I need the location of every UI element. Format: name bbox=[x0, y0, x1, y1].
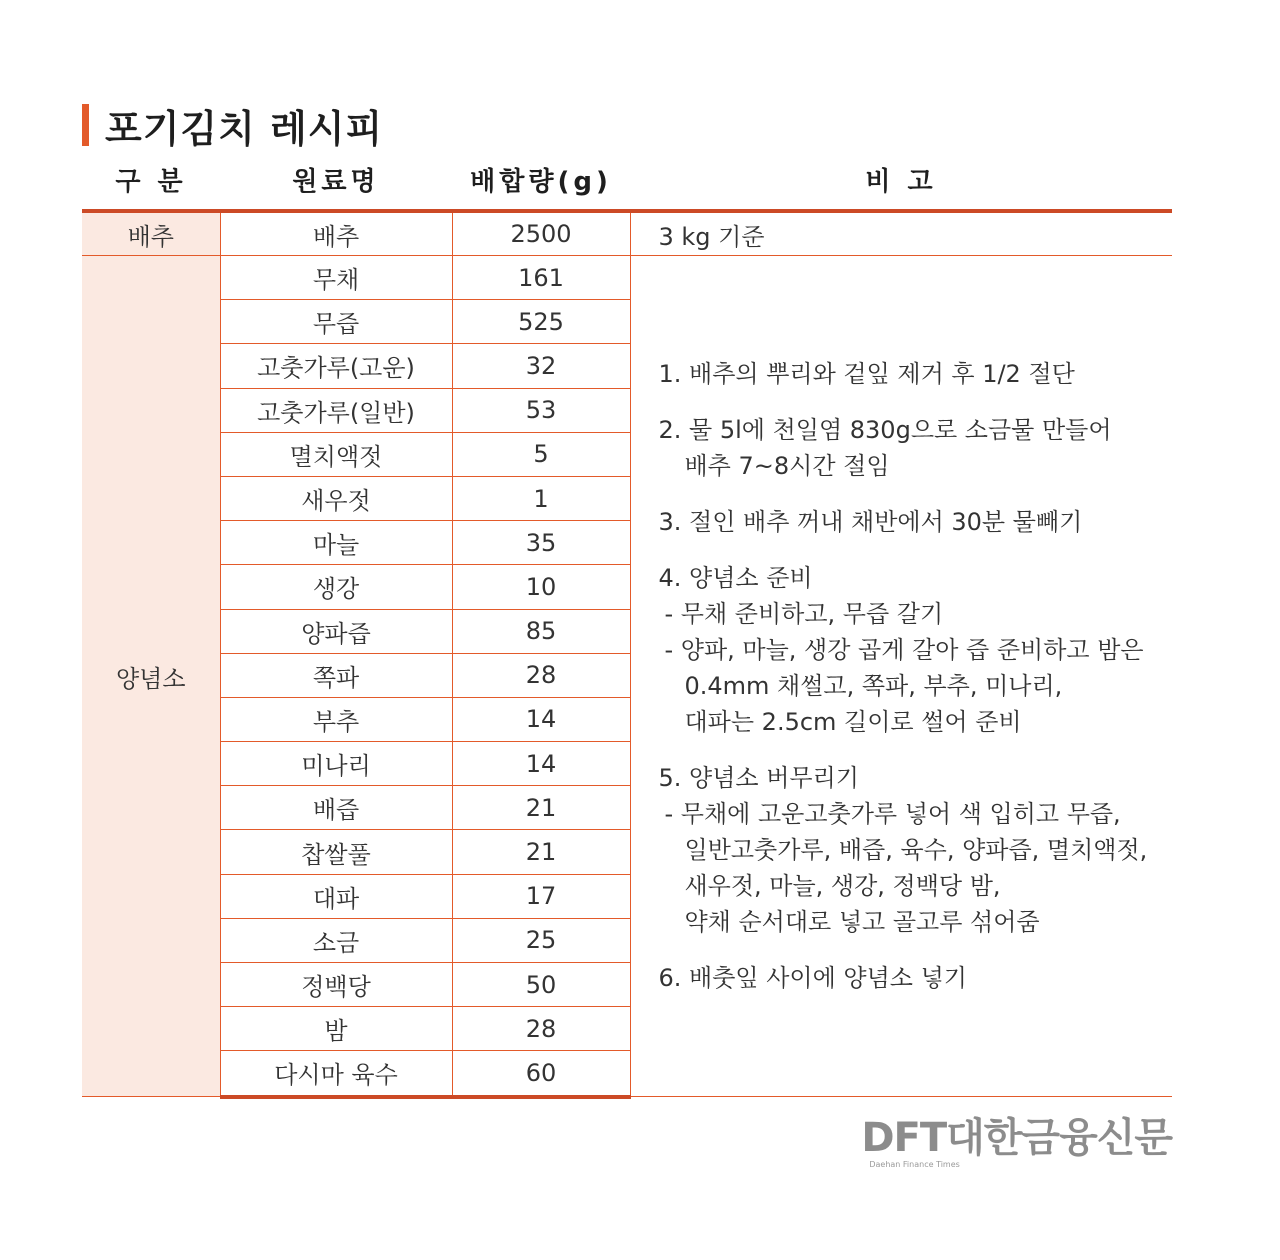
ingredient-cell: 고춧가루(고운) bbox=[220, 344, 452, 388]
logo-subtext: Daehan Finance Times bbox=[869, 1160, 960, 1169]
ingredient-cell: 쪽파 bbox=[220, 653, 452, 697]
instruction-line: 6. 배춧잎 사이에 양념소 넣기 bbox=[658, 964, 967, 993]
instruction-line: 4. 양념소 준비 bbox=[658, 564, 813, 593]
amount-cell: 14 bbox=[452, 742, 630, 786]
ingredient-cell: 생강 bbox=[220, 565, 452, 609]
instructions-cell bbox=[630, 256, 1172, 1097]
instruction-line: 2. 물 5l에 천일염 830g으로 소금물 만들어 bbox=[658, 416, 1112, 445]
header-ingredient: 원료명 bbox=[292, 167, 380, 197]
title-block bbox=[82, 102, 384, 151]
amount-cell: 5 bbox=[452, 432, 630, 476]
page-title: 포기김치 레시피 bbox=[105, 106, 384, 151]
ingredient-cell: 소금 bbox=[220, 918, 452, 962]
amount-cell: 525 bbox=[452, 300, 630, 344]
ingredient-cell: 대파 bbox=[220, 874, 452, 918]
logo-text: DFT대한금융신문 bbox=[861, 1115, 1172, 1161]
amount-cell: 85 bbox=[452, 609, 630, 653]
instruction-line: - 무채 준비하고, 무즙 갈기 bbox=[664, 600, 944, 629]
amount-cell: 161 bbox=[452, 256, 630, 300]
instruction-step bbox=[659, 412, 1173, 484]
ingredient-cell: 정백당 bbox=[220, 963, 452, 1007]
table-row bbox=[82, 256, 1172, 300]
instruction-line: 새우젓, 마늘, 생강, 정백당 밤, bbox=[684, 872, 1001, 901]
publisher-logo bbox=[861, 1116, 1172, 1169]
header-amount: 배합량(g) bbox=[470, 167, 612, 197]
amount-cell: 10 bbox=[452, 565, 630, 609]
amount-cell: 32 bbox=[452, 344, 630, 388]
instruction-line: 5. 양념소 버무리기 bbox=[658, 764, 859, 793]
table-header-row bbox=[82, 160, 1172, 204]
ingredient-cell: 미나리 bbox=[220, 742, 452, 786]
amount-cell: 50 bbox=[452, 963, 630, 1007]
instruction-step bbox=[659, 560, 1173, 740]
note-cell: 3 kg 기준 bbox=[630, 211, 1172, 256]
instruction-line: 3. 절인 배추 꺼내 채반에서 30분 물빼기 bbox=[658, 508, 1083, 537]
instruction-step bbox=[659, 504, 1173, 540]
header-category: 구 분 bbox=[115, 167, 187, 197]
instruction-line: - 무채에 고운고춧가루 넣어 색 입히고 무즙, bbox=[664, 800, 1121, 829]
ingredient-cell: 밤 bbox=[220, 1007, 452, 1051]
ingredient-cell: 마늘 bbox=[220, 521, 452, 565]
instruction-line: 일반고춧가루, 배즙, 육수, 양파즙, 멸치액젓, bbox=[684, 836, 1148, 865]
amount-cell: 14 bbox=[452, 697, 630, 741]
amount-cell: 28 bbox=[452, 653, 630, 697]
ingredient-cell: 고춧가루(일반) bbox=[220, 388, 452, 432]
instruction-line: 0.4mm 채썰고, 쪽파, 부추, 미나리, bbox=[684, 672, 1063, 701]
amount-cell: 28 bbox=[452, 1007, 630, 1051]
ingredient-cell: 부추 bbox=[220, 697, 452, 741]
table-row bbox=[82, 211, 1172, 256]
instruction-line: 1. 배추의 뿌리와 겉잎 제거 후 1/2 절단 bbox=[658, 360, 1075, 389]
category-cell: 배추 bbox=[82, 211, 220, 256]
ingredient-cell: 다시마 육수 bbox=[220, 1051, 452, 1097]
instruction-step bbox=[659, 356, 1173, 392]
instruction-line: - 양파, 마늘, 생강 곱게 갈아 즙 준비하고 밤은 bbox=[664, 636, 1144, 665]
amount-cell: 35 bbox=[452, 521, 630, 565]
amount-cell: 60 bbox=[452, 1051, 630, 1097]
ingredient-cell: 새우젓 bbox=[220, 476, 452, 520]
ingredient-cell: 배즙 bbox=[220, 786, 452, 830]
amount-cell: 2500 bbox=[452, 211, 630, 256]
amount-cell: 21 bbox=[452, 830, 630, 874]
instruction-step bbox=[659, 960, 1173, 996]
ingredient-cell: 멸치액젓 bbox=[220, 432, 452, 476]
ingredient-cell: 무채 bbox=[220, 256, 452, 300]
amount-cell: 21 bbox=[452, 786, 630, 830]
ingredient-cell: 무즙 bbox=[220, 300, 452, 344]
instruction-line: 약채 순서대로 넣고 골고루 섞어줌 bbox=[684, 908, 1040, 937]
category-cell: 양념소 bbox=[82, 256, 220, 1097]
amount-cell: 25 bbox=[452, 918, 630, 962]
ingredient-cell: 양파즙 bbox=[220, 609, 452, 653]
instruction-line: 배추 7~8시간 절임 bbox=[684, 452, 890, 481]
amount-cell: 53 bbox=[452, 388, 630, 432]
instruction-line: 대파는 2.5cm 길이로 썰어 준비 bbox=[684, 708, 1022, 737]
instruction-step bbox=[659, 760, 1173, 940]
ingredient-cell: 찹쌀풀 bbox=[220, 830, 452, 874]
amount-cell: 17 bbox=[452, 874, 630, 918]
title-accent-bar bbox=[82, 104, 89, 146]
ingredient-cell: 배추 bbox=[220, 211, 452, 256]
header-notes: 비 고 bbox=[865, 167, 937, 197]
amount-cell: 1 bbox=[452, 476, 630, 520]
recipe-table bbox=[82, 209, 1172, 1099]
